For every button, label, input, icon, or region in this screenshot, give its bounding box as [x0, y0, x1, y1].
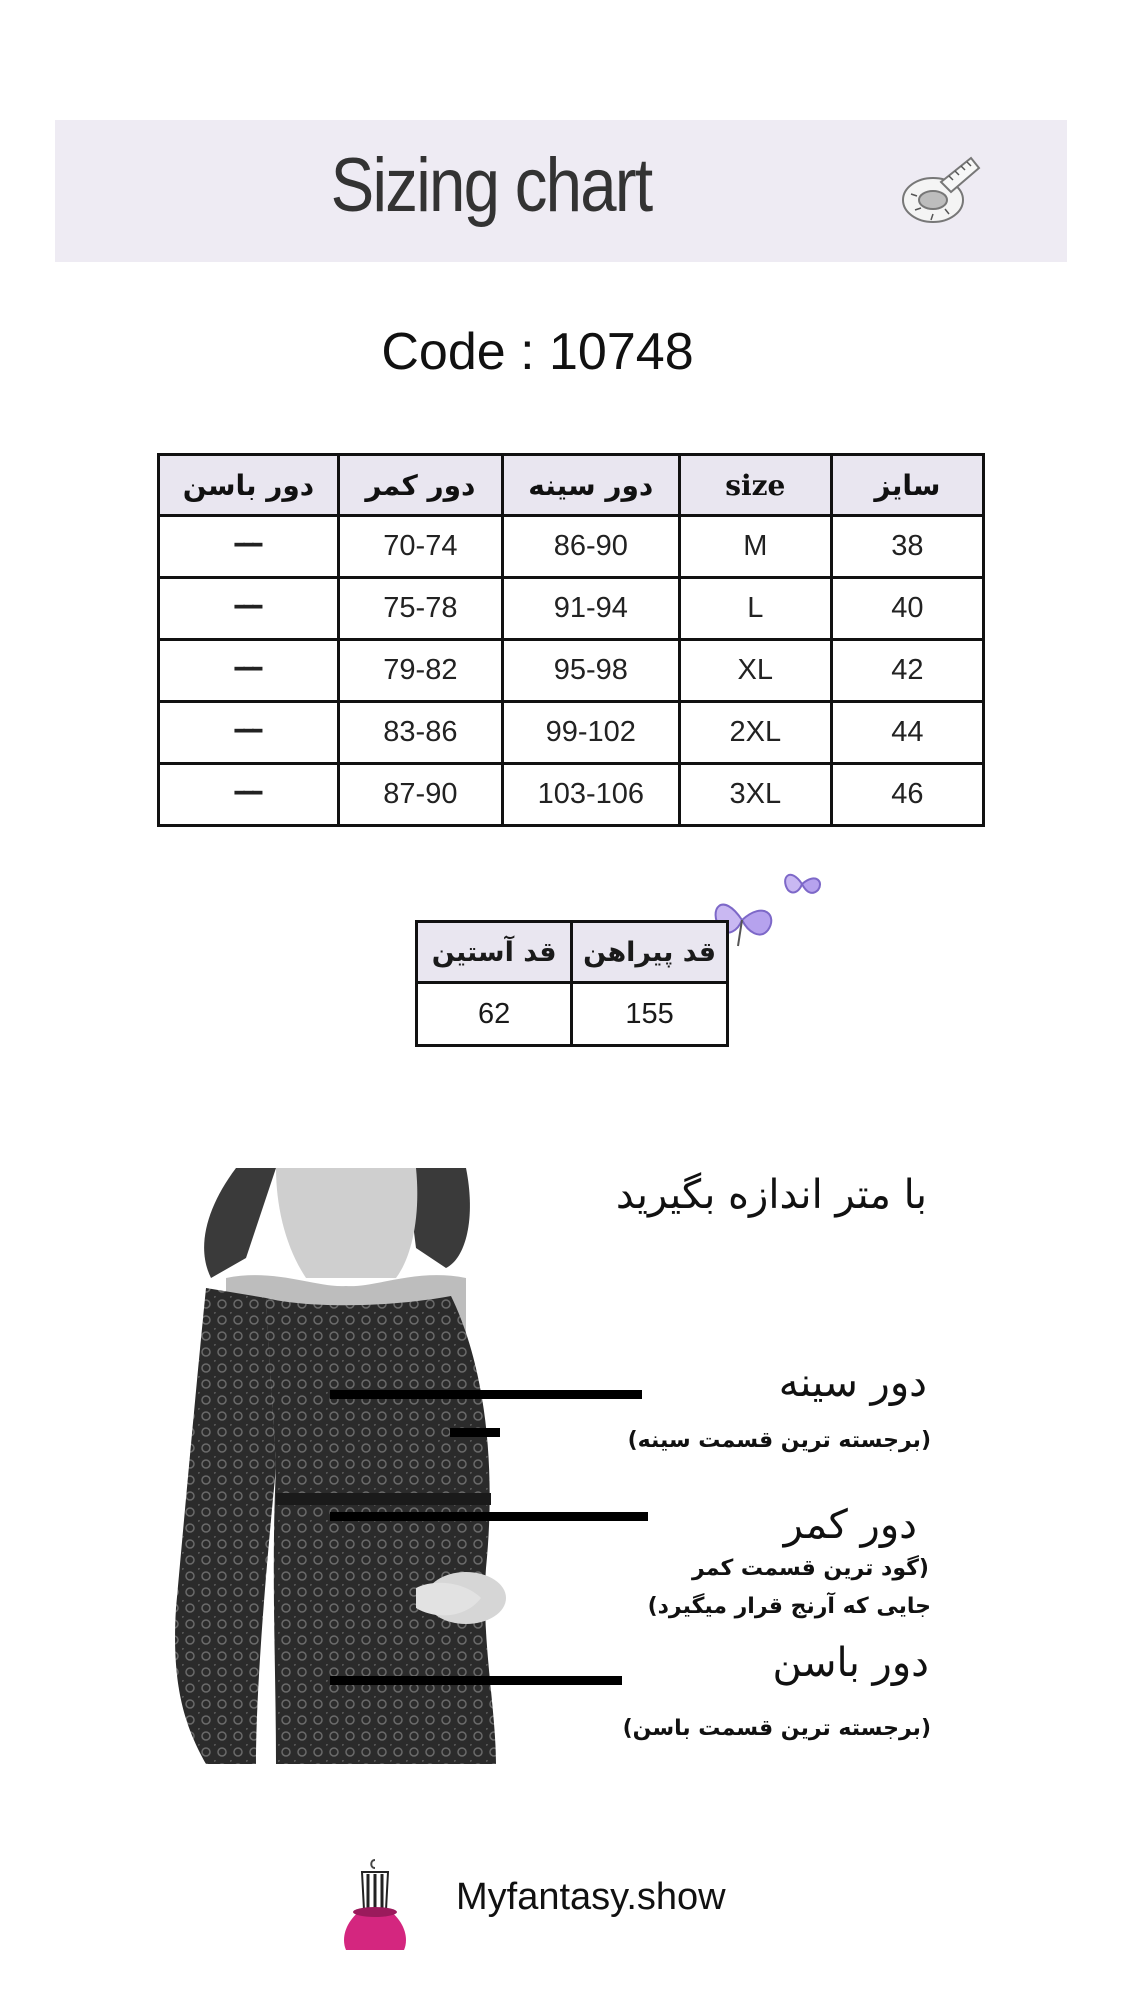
butterfly-icon: [710, 858, 840, 958]
header-hip: دور باسن: [159, 455, 339, 516]
sleeve-length-cell: 62: [417, 983, 572, 1046]
waist-label: دور کمر: [783, 1502, 917, 1548]
size-table-header-row: [159, 455, 984, 516]
hip-cell: ـــ: [159, 764, 339, 826]
size-cell: L: [679, 578, 831, 640]
banner-title: Sizing chart: [330, 143, 652, 228]
brand-name: Myfantasy.show: [456, 1876, 726, 1918]
hip-cell: ـــ: [159, 702, 339, 764]
size-cell: 3XL: [679, 764, 831, 826]
table-row: [159, 640, 984, 702]
header-size-number: سایز: [831, 455, 983, 516]
size-number-cell: 38: [831, 516, 983, 578]
size-cell: 2XL: [679, 702, 831, 764]
header-sleeve-length: قد آستین: [417, 922, 572, 983]
bust-label: دور سینه: [778, 1360, 927, 1406]
table-row: [159, 702, 984, 764]
waist-note-line-2: جایی که آرنج قرار میگیرد): [647, 1594, 931, 1619]
waist-cell: 70-74: [338, 516, 502, 578]
bust-cell: 95-98: [502, 640, 679, 702]
hip-cell: ـــ: [159, 578, 339, 640]
header-dress-length: قد پیراهن: [572, 922, 728, 983]
size-cell: M: [679, 516, 831, 578]
bust-indicator-mark: [450, 1428, 500, 1437]
bust-cell: 99-102: [502, 702, 679, 764]
measure-guide-title: با متر اندازه بگیرید: [615, 1172, 927, 1218]
length-table: [415, 920, 729, 1047]
header-bust: دور سینه: [502, 455, 679, 516]
table-row: [159, 516, 984, 578]
sizing-chart-banner: [55, 120, 1067, 262]
size-number-cell: 46: [831, 764, 983, 826]
header-waist: دور کمر: [338, 455, 502, 516]
product-code: Code : 10748: [381, 323, 694, 381]
size-number-cell: 44: [831, 702, 983, 764]
dress-length-cell: 155: [572, 983, 728, 1046]
bust-indicator-bar: [330, 1390, 642, 1399]
bust-cell: 91-94: [502, 578, 679, 640]
size-number-cell: 40: [831, 578, 983, 640]
table-row: [159, 578, 984, 640]
hip-cell: ـــ: [159, 640, 339, 702]
length-table-header-row: [417, 922, 728, 983]
bust-cell: 103-106: [502, 764, 679, 826]
table-row: [417, 983, 728, 1046]
size-number-cell: 42: [831, 640, 983, 702]
hip-cell: ـــ: [159, 516, 339, 578]
measuring-tape-icon: [891, 148, 981, 238]
waist-cell: 87-90: [338, 764, 502, 826]
waist-cell: 83-86: [338, 702, 502, 764]
waist-cell: 75-78: [338, 578, 502, 640]
lace-dress-model-figure: [166, 1168, 546, 1764]
table-row: [159, 764, 984, 826]
waist-cell: 79-82: [338, 640, 502, 702]
bust-note: (برجسته ترین قسمت سینه): [627, 1428, 931, 1453]
header-size: size: [679, 455, 831, 516]
waist-indicator-bar: [330, 1512, 648, 1521]
waist-note-line-1: (گود ترین قسمت کمر: [692, 1556, 929, 1581]
bust-cell: 86-90: [502, 516, 679, 578]
hip-note: (برجسته ترین قسمت باسن): [622, 1716, 931, 1741]
dress-logo-icon: [340, 1858, 410, 1958]
size-cell: XL: [679, 640, 831, 702]
hip-label: دور باسن: [772, 1640, 929, 1686]
hip-indicator-bar: [330, 1676, 622, 1685]
size-table: [157, 453, 985, 827]
